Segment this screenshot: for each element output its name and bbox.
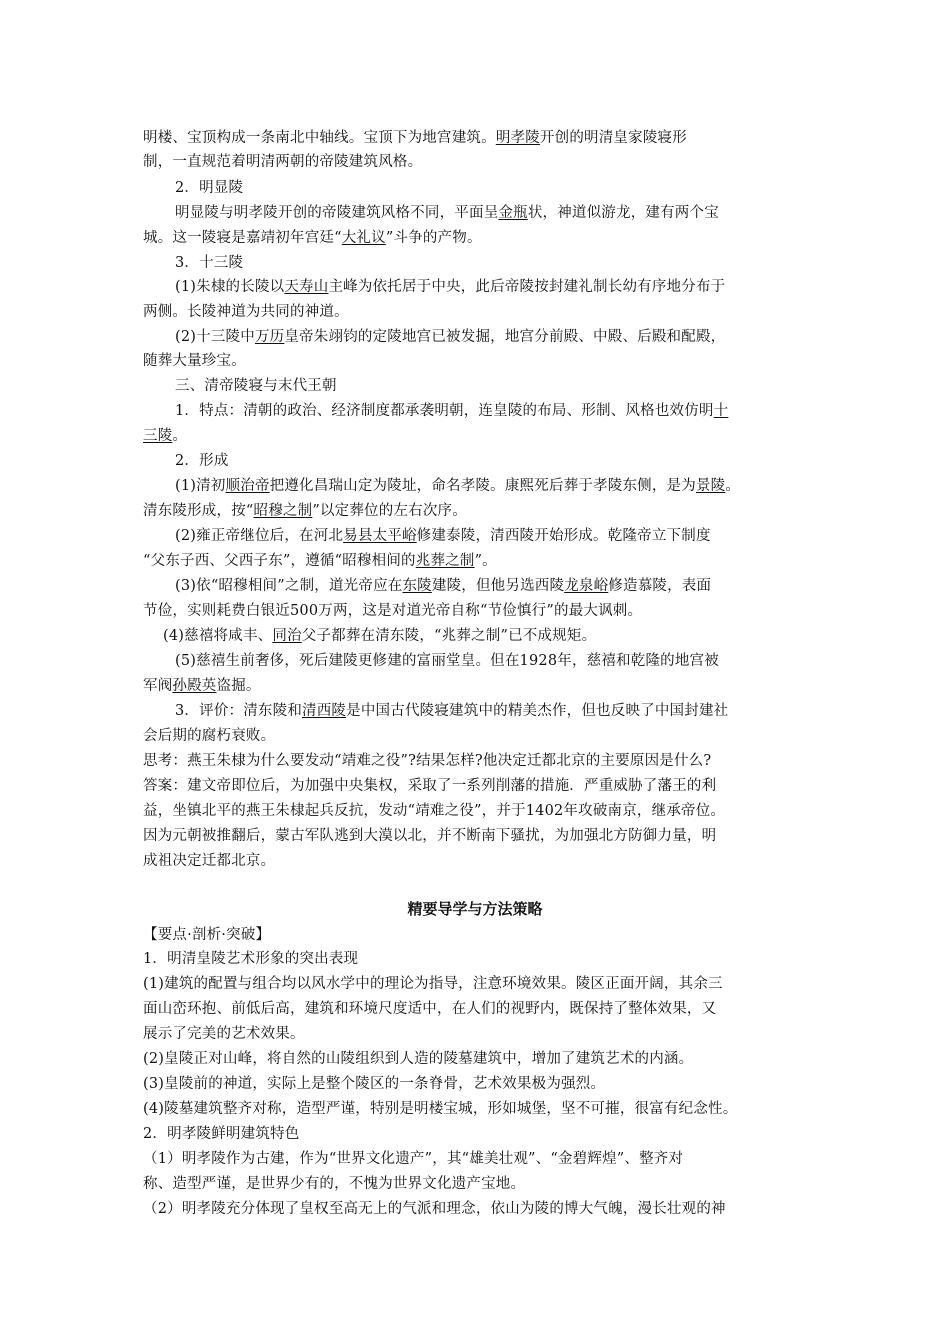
subheading: 2．形成 xyxy=(175,453,229,469)
text-line: 明显陵与明孝陵开创的帝陵建筑风格不同，平面呈金瓶状，神道似游龙，建有两个宝 xyxy=(175,205,719,221)
text-line: (1)建筑的配置与组合均以风水学中的理论为指导，注意环境效果。陵区正面开阔，其余三 xyxy=(143,976,723,992)
text-line: 军阀孙殿英盗掘。 xyxy=(143,678,261,694)
text-line: （2）明孝陵充分体现了皇权至高无上的气派和理念，依山为陵的博大气魄，漫长壮观的神 xyxy=(143,1201,726,1217)
text-line: 明楼、宝顶构成一条南北中轴线。宝顶下为地宫建筑。明孝陵开创的明清皇家陵寝形 xyxy=(143,130,687,146)
text-line: (3)皇陵前的神道，实际上是整个陵区的一条脊骨，艺术效果极为强烈。 xyxy=(143,1076,606,1092)
text-line: 城。这一陵寝是嘉靖初年宫廷“大礼议”斗争的产物。 xyxy=(143,230,482,246)
text-line: (5)慈禧生前奢侈，死后建陵更修建的富丽堂皇。但在1928年，慈禧和乾隆的地宫被 xyxy=(175,653,719,669)
text-line: 面山峦环抱、前低后高，建筑和环境尺度适中，在人们的视野内，既保持了整体效果，又 xyxy=(143,1001,717,1017)
text-line: (2)十三陵中万历皇帝朱翊钧的定陵地宫已被发掘，地宫分前殿、中殿、后殿和配殿， xyxy=(175,329,726,345)
point-heading: 1．明清皇陵艺术形象的突出表现 xyxy=(143,951,359,967)
text-line: 会后期的腐朽衰败。 xyxy=(143,728,276,744)
text-line: (1)清初顺治帝把遵化昌瑞山定为陵址，命名孝陵。康熙死后葬于孝陵东侧，是为景陵。 xyxy=(175,478,741,494)
section-heading: 三、清帝陵寝与末代王朝 xyxy=(175,378,337,394)
text-line: 清东陵形成，按“昭穆之制”以定葬位的左右次序。 xyxy=(143,503,467,519)
answer-line: 答案：建文帝即位后，为加强中央集权，采取了一系列削藩的措施．严重威胁了藩王的利 xyxy=(143,778,717,794)
section-title: 精要导学与方法策略 xyxy=(407,900,543,918)
text-line: 称、造型严谨，是世界少有的，不愧为世界文化遗产宝地。 xyxy=(143,1176,526,1192)
text-line: 3．评价：清东陵和清西陵是中国古代陵寝建筑中的精美杰作，但也反映了中国封建社 xyxy=(175,703,729,719)
subheading: 2．明显陵 xyxy=(175,180,244,196)
text-line: （1）明孝陵作为古建，作为“世界文化遗产”，其“雄美壮观”、“金碧辉煌”、整齐对 xyxy=(143,1151,684,1167)
text-line: (2)皇陵正对山峰，将自然的山陵组织到人造的陵墓建筑中，增加了建筑艺术的内涵。 xyxy=(143,1051,694,1067)
text-line: (2)雍正帝继位后，在河北易县太平峪修建泰陵，清西陵开始形成。乾隆帝立下制度 xyxy=(175,528,711,544)
text-line: 制，一直规范着明清两朝的帝陵建筑风格。 xyxy=(143,154,423,170)
answer-line: 成祖决定迁都北京。 xyxy=(143,853,276,869)
text-line: 随葬大量珍宝。 xyxy=(143,353,246,369)
answer-line: 因为元朝被推翻后，蒙古军队逃到大漠以北，并不断南下骚扰，为加强北方防御力量，明 xyxy=(143,828,717,844)
text-line: 1．特点：清朝的政治、经济制度都承袭明朝，连皇陵的布局、形制、风格也效仿明十 xyxy=(175,403,729,419)
text-line: (1)朱棣的长陵以天寿山主峰为依托居于中央，此后帝陵按封建礼制长幼有序地分布于 xyxy=(175,279,726,295)
text-line: (4)陵墓建筑整齐对称，造型严谨，特别是明楼宝城，形如城堡，坚不可摧，很富有纪念性。 xyxy=(143,1101,738,1117)
text-line: 三陵。 xyxy=(143,428,188,444)
text-line: 两侧。长陵神道为共同的神道。 xyxy=(143,304,349,320)
text-line: “父东子西、父西子东”，遵循“昭穆相间的兆葬之制”。 xyxy=(143,553,497,569)
text-line: (3)依“昭穆相间”之制，道光帝应在东陵建陵，但他另选西陵龙泉峪修造慕陵，表面 xyxy=(175,578,712,594)
answer-line: 益，坐镇北平的燕王朱棣起兵反抗，发动“靖难之役”，并于1402年攻破南京，继承帝位。 xyxy=(143,803,726,819)
question: 思考：燕王朱棣为什么要发动“靖难之役”?结果怎样?他决定迁都北京的主要原因是什么? xyxy=(143,753,712,769)
subheading: 3．十三陵 xyxy=(175,255,244,271)
tag-heading: 【要点·剖析·突破】 xyxy=(143,927,271,943)
text-line: 展示了完美的艺术效果。 xyxy=(143,1026,305,1042)
text-line: (4)慈禧将咸丰、同治父子都葬在清东陵，“兆葬之制”已不成规矩。 xyxy=(163,628,597,644)
point-heading: 2．明孝陵鲜明建筑特色 xyxy=(143,1126,300,1142)
text-line: 节俭，实则耗费白银近500万两，这是对道光帝自称“节俭慎行”的最大讽刺。 xyxy=(143,603,643,619)
